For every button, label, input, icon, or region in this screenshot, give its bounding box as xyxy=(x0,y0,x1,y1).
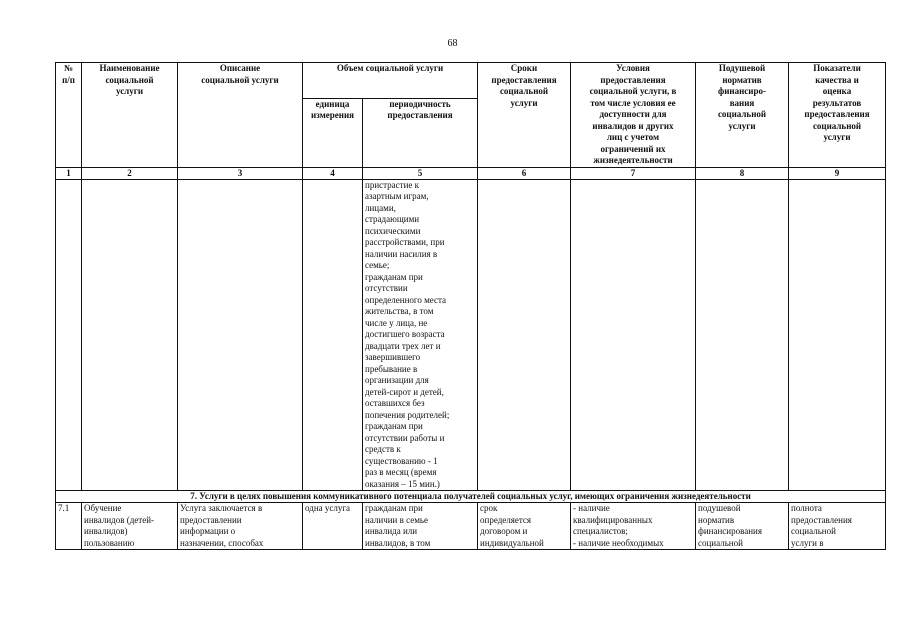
empty-cell xyxy=(478,179,571,491)
empty-cell xyxy=(571,179,696,491)
service-norm: подушевой норматив финансирования социальной xyxy=(696,503,789,550)
header-terms: Сроки предоставления социальной услуги xyxy=(478,63,571,168)
service-periodicity: гражданам при наличии в семье инвалида или инвалидов, в том xyxy=(363,503,478,550)
header-description: Описание социальной услуги xyxy=(178,63,303,168)
column-number: 8 xyxy=(696,167,789,179)
empty-cell xyxy=(178,179,303,491)
table-row xyxy=(56,503,886,550)
service-conditions: - наличие квалифицированных специалистов; - наличие необходимых xyxy=(571,503,696,550)
section-row xyxy=(56,491,886,503)
empty-cell xyxy=(789,179,886,491)
header-periodicity: периодичность предоставления xyxy=(363,98,478,167)
section-title: 7. Услуги в целях повышения коммуникативного потенциала получателей социальных услуг, имеющих ограничения жизнедеятельности xyxy=(56,491,886,503)
service-name: Обучение инвалидов (детей- инвалидов) пользованию xyxy=(82,503,178,550)
empty-cell xyxy=(82,179,178,491)
column-number: 2 xyxy=(82,167,178,179)
row-number: 7.1 xyxy=(56,503,82,550)
header-norm: Подушевой норматив финансиро- вания социальной услуги xyxy=(696,63,789,168)
column-number: 3 xyxy=(178,167,303,179)
column-number: 4 xyxy=(303,167,363,179)
column-number: 9 xyxy=(789,167,886,179)
empty-cell xyxy=(303,179,363,491)
social-services-table xyxy=(55,62,886,550)
service-description: Услуга заключается в предоставлении информации о назначении, способах xyxy=(178,503,303,550)
header-service-name: Наименование социальной услуги xyxy=(82,63,178,168)
header-num: № п/п xyxy=(56,63,82,168)
header-unit: единица измерения xyxy=(303,98,363,167)
header-quality: Показатели качества и оценка результатов предоставления социальной услуги xyxy=(789,63,886,168)
empty-cell xyxy=(56,179,82,491)
column-number: 7 xyxy=(571,167,696,179)
periodicity-continuation: пристрастие к азартным играм, лицами, страдающими психическими расстройствами, при наличии насилия в семье; гражданам при отсутствии определенного места жительства, в том числе у лица, не достигшего возраста двадцати трех лет и завершившего пребывание в организации для детей-сирот и детей, оставшихся без попечения родителей; гражданам при отсутствии работы и средств к существованию - 1 раз в месяц (время оказания – 15 мин.) xyxy=(363,179,478,491)
header-volume-group: Объем социальной услуги xyxy=(303,63,478,99)
column-number-row xyxy=(56,167,886,179)
service-quality: полнота предоставления социальной услуги в xyxy=(789,503,886,550)
service-terms: срок определяется договором и индивидуальной xyxy=(478,503,571,550)
page-number: 68 xyxy=(447,38,458,49)
column-number: 6 xyxy=(478,167,571,179)
column-number: 5 xyxy=(363,167,478,179)
service-unit: одна услуга xyxy=(303,503,363,550)
header-conditions: Условия предоставления социальной услуги, в том числе условия ее доступности для инвалидов и других лиц с учетом ограничений их жизнедеятельности xyxy=(571,63,696,168)
empty-cell xyxy=(696,179,789,491)
column-number: 1 xyxy=(56,167,82,179)
header-row-1 xyxy=(56,63,886,99)
continuation-row xyxy=(56,179,886,491)
